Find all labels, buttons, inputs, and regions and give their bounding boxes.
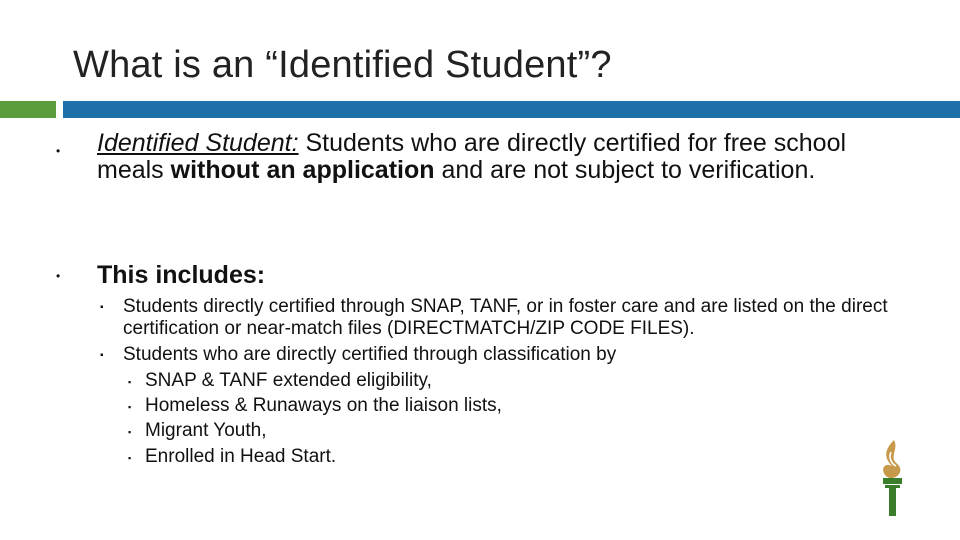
bullet-this-includes: This includes: bbox=[97, 261, 266, 289]
definition-bold-text: without an application bbox=[170, 156, 435, 184]
sub-sub-bullet-marker: ▪ bbox=[128, 427, 132, 437]
sub-sub-bullet-marker: ▪ bbox=[128, 377, 132, 387]
torch-icon bbox=[872, 438, 912, 518]
sub-sub-bullet-marker: ▪ bbox=[128, 453, 132, 463]
sub-bullet-marker: ▪ bbox=[100, 350, 104, 361]
term-identified-student: Identified Student: bbox=[97, 129, 299, 157]
definition-text-2: and are not subject to verification. bbox=[434, 156, 816, 184]
slide-title: What is an “Identified Student”? bbox=[73, 44, 612, 86]
bullet-marker: • bbox=[56, 144, 61, 158]
list-item: Migrant Youth, bbox=[145, 420, 267, 441]
list-item: Homeless & Runaways on the liaison lists, bbox=[145, 395, 502, 416]
bullet-identified-student bbox=[97, 130, 897, 184]
bullet-marker: • bbox=[56, 269, 61, 283]
sub-bullet-marker: ▪ bbox=[100, 302, 104, 313]
list-item: Students who are directly certified through classification by bbox=[123, 344, 617, 365]
list-item: Enrolled in Head Start. bbox=[145, 446, 337, 467]
list-item: SNAP & TANF extended eligibility, bbox=[145, 370, 432, 391]
list-item: Students directly certified through SNAP, TANF, or in foster care and are listed on the direct certification or near-match files (DIRECTMATCH/ZIP CODE FILES). bbox=[123, 296, 888, 339]
sub-sub-bullet-marker: ▪ bbox=[128, 402, 132, 412]
definition-text-1: Students who are directly certified for free school meals bbox=[97, 129, 847, 184]
